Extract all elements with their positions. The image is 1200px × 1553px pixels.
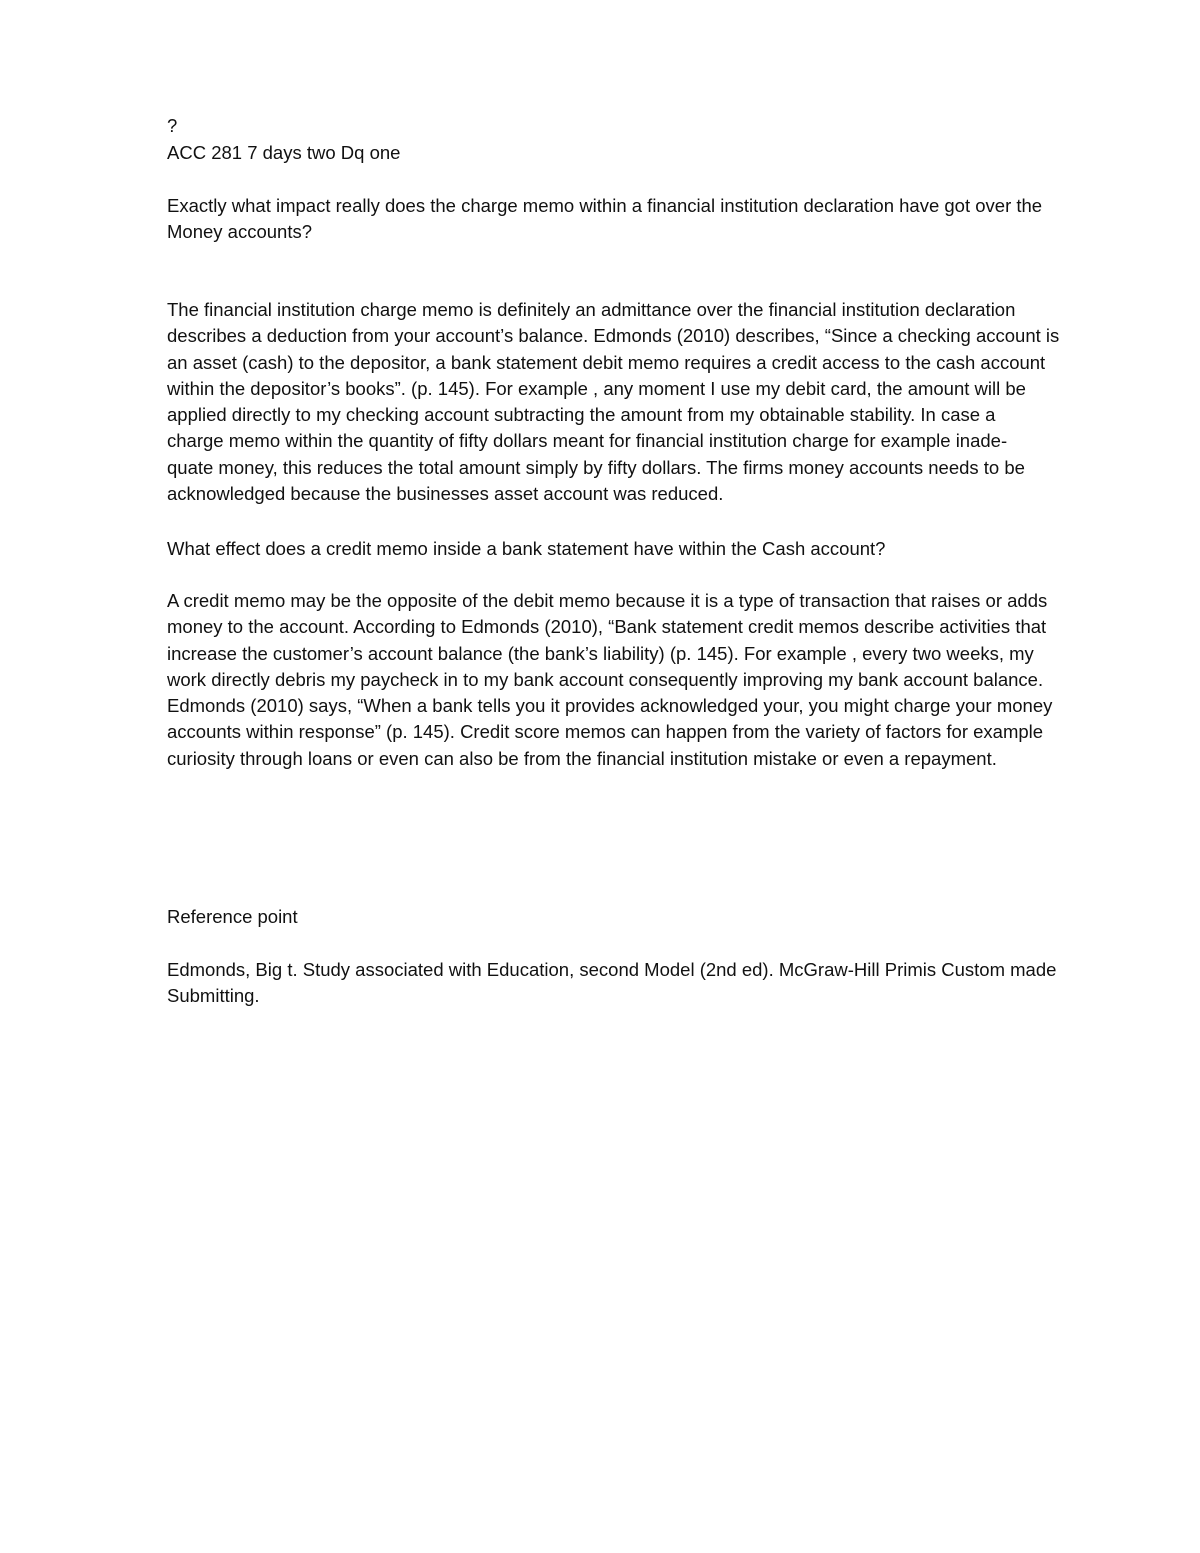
document-title (167, 140, 1127, 166)
reference-entry (167, 957, 1127, 1010)
question-1 (167, 193, 1127, 246)
answer-1-line: an asset (cash) to the depositor, a bank statement debit memo requires a credit access to the cash account (167, 351, 1046, 373)
answer-2-line: increase the customer’s account balance (the bank’s liability) (p. 145). For example , every two weeks, my (167, 642, 1034, 664)
answer-2-line: money to the account. According to Edmonds (2010), “Bank statement credit memos describe activities that (167, 616, 1047, 638)
answer-1 (167, 297, 1127, 507)
answer-1-line: acknowledged because the businesses asset account was reduced. (167, 483, 724, 505)
question-2 (167, 536, 1127, 562)
answer-1-line: quate money, this reduces the total amount simply by fifty dollars. The firms money accounts needs to be (167, 456, 1025, 478)
answer-2 (167, 588, 1127, 772)
reference-line: Edmonds, Big t. Study associated with Education, second Model (2nd ed). McGraw-Hill Primis Custom made (167, 959, 1057, 980)
answer-2-line: curiosity through loans or even can also be from the financial institution mistake or even a repayment. (167, 747, 997, 769)
answer-1-line: The financial institution charge memo is definitely an admittance over the financial institution declaration (167, 299, 1016, 320)
title-line: ACC 281 7 days two Dq one (167, 142, 401, 163)
question-2-line: What effect does a credit memo inside a bank statement have within the Cash account? (167, 538, 886, 559)
answer-2-line: A credit memo may be the opposite of the debit memo because it is a type of transaction that raises or adds (167, 590, 1048, 611)
answer-2-line: Edmonds (2010) says, “When a bank tells you it provides acknowledged your, you might charge your money (167, 695, 1053, 717)
answer-1-line: applied directly to my checking account subtracting the amount from my obtainable stability. In case a (167, 404, 996, 426)
answer-1-line: describes a deduction from your account’s balance. Edmonds (2010) describes, “Since a checking account is (167, 325, 1060, 347)
answer-2-line: accounts within response” (p. 145). Credit score memos can happen from the variety of factors for example (167, 721, 1044, 743)
reference-line: Submitting. (167, 985, 260, 1007)
answer-2-line: work directly debris my paycheck in to my bank account consequently improving my bank account balance. (167, 668, 1044, 690)
marker-line: ? (167, 115, 178, 136)
question-mark-marker (167, 113, 1127, 139)
question-1-line: Money accounts? (167, 221, 313, 243)
reference-heading (167, 904, 1127, 930)
answer-1-line: charge memo within the quantity of fifty dollars meant for financial institution charge for example inade- (167, 430, 1008, 452)
question-1-line: Exactly what impact really does the charge memo within a financial institution declaration have got over the (167, 195, 1043, 216)
reference-heading-line: Reference point (167, 906, 298, 927)
answer-1-line: within the depositor’s books”. (p. 145). For example , any moment I use my debit card, the amount will be (167, 377, 1026, 399)
